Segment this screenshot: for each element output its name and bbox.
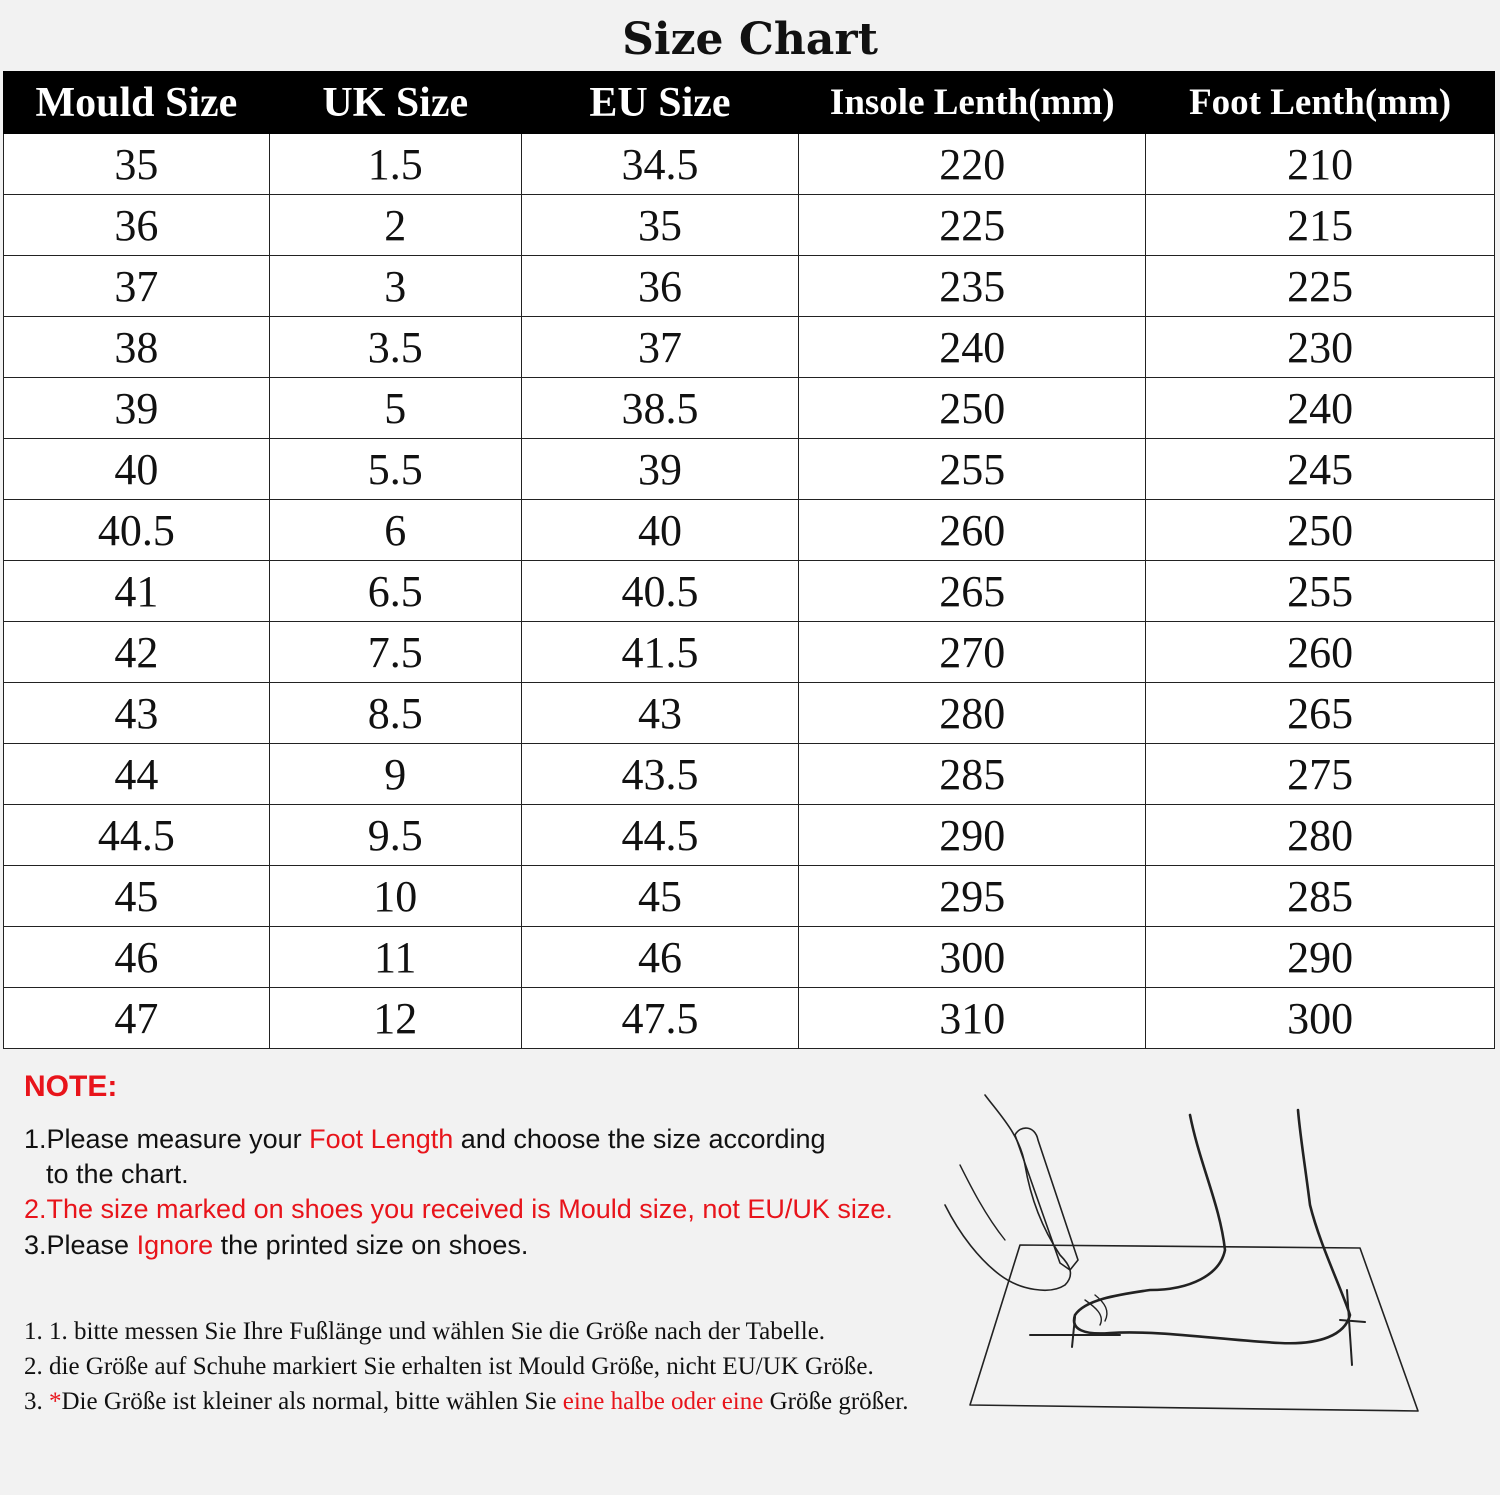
table-cell: 270 (799, 622, 1146, 683)
table-row (4, 500, 1495, 561)
table-row (4, 317, 1495, 378)
german-line-3-number: 3. (24, 1388, 49, 1415)
table-cell: 210 (1146, 134, 1495, 195)
table-cell: 300 (799, 927, 1146, 988)
table-cell: 36 (521, 256, 799, 317)
table-cell: 43.5 (521, 744, 799, 805)
german-line-3-end: Größe größer. (763, 1388, 909, 1415)
half-or-one-highlight: eine halbe oder eine (562, 1388, 764, 1415)
table-cell: 42 (4, 622, 270, 683)
header-eu-size: EU Size (521, 72, 799, 134)
table-cell: 2 (269, 195, 521, 256)
table-cell: 220 (799, 134, 1146, 195)
table-cell: 47 (4, 988, 270, 1049)
table-cell: 44 (4, 744, 270, 805)
table-cell: 37 (521, 317, 799, 378)
table-cell: 45 (4, 866, 270, 927)
table-cell: 6.5 (269, 561, 521, 622)
table-cell: 46 (4, 927, 270, 988)
table-cell: 225 (799, 195, 1146, 256)
table-cell: 43 (521, 683, 799, 744)
german-line-3 (24, 1388, 908, 1416)
table-cell: 280 (799, 683, 1146, 744)
note-line-3-prefix: 3.Please (24, 1230, 137, 1260)
table-cell: 5 (269, 378, 521, 439)
header-insole-length: Insole Lenth(mm) (799, 72, 1146, 134)
table-cell: 47.5 (521, 988, 799, 1049)
table-cell: 36 (4, 195, 270, 256)
table-cell: 5.5 (269, 439, 521, 500)
table-cell: 265 (799, 561, 1146, 622)
table-cell: 40 (521, 500, 799, 561)
table-cell: 255 (1146, 561, 1495, 622)
table-row (4, 805, 1495, 866)
table-row (4, 561, 1495, 622)
table-cell: 3 (269, 256, 521, 317)
table-cell: 46 (521, 927, 799, 988)
table-cell: 295 (799, 866, 1146, 927)
note-line-1-prefix: 1.Please measure your (24, 1124, 310, 1154)
table-cell: 3.5 (269, 317, 521, 378)
table-header-row (4, 72, 1495, 134)
table-cell: 44.5 (4, 805, 270, 866)
note-line-1-continued: to the chart. (46, 1159, 189, 1189)
table-cell: 6 (269, 500, 521, 561)
note-line-3-suffix: the printed size on shoes. (213, 1230, 529, 1260)
table-cell: 250 (799, 378, 1146, 439)
table-cell: 44.5 (521, 805, 799, 866)
table-cell: 280 (1146, 805, 1495, 866)
table-cell: 34.5 (521, 134, 799, 195)
note-heading: NOTE: (24, 1070, 118, 1103)
table-cell: 275 (1146, 744, 1495, 805)
table-cell: 225 (1146, 256, 1495, 317)
table-row (4, 439, 1495, 500)
table-cell: 1.5 (269, 134, 521, 195)
table-cell: 7.5 (269, 622, 521, 683)
table-cell: 40.5 (4, 500, 270, 561)
table-cell: 40 (4, 439, 270, 500)
table-cell: 35 (521, 195, 799, 256)
table-cell: 215 (1146, 195, 1495, 256)
table-cell: 45 (521, 866, 799, 927)
table-cell: 35 (4, 134, 270, 195)
table-row (4, 866, 1495, 927)
table-row (4, 195, 1495, 256)
header-foot-length: Foot Lenth(mm) (1146, 72, 1495, 134)
table-row (4, 927, 1495, 988)
table-cell: 9 (269, 744, 521, 805)
header-uk-size: UK Size (269, 72, 521, 134)
table-cell: 40.5 (521, 561, 799, 622)
table-cell: 38.5 (521, 378, 799, 439)
hand-outline (945, 1095, 1070, 1290)
table-cell: 260 (1146, 622, 1495, 683)
german-line-3-text: Die Größe ist kleiner als normal, bitte wählen Sie (61, 1388, 563, 1415)
table-cell: 240 (1146, 378, 1495, 439)
table-cell: 230 (1146, 317, 1495, 378)
table-cell: 240 (799, 317, 1146, 378)
table-cell: 290 (1146, 927, 1495, 988)
table-row (4, 378, 1495, 439)
table-cell: 300 (1146, 988, 1495, 1049)
table-row (4, 622, 1495, 683)
table-cell: 285 (1146, 866, 1495, 927)
foot-measuring-illustration (900, 1085, 1440, 1425)
note-line-2: 2.The size marked on shoes you received is Mould size, not EU/UK size. (24, 1194, 893, 1224)
table-row (4, 744, 1495, 805)
table-cell: 11 (269, 927, 521, 988)
note-line-3 (24, 1228, 984, 1263)
table-row (4, 256, 1495, 317)
foot-length-highlight: Foot Length (309, 1124, 454, 1154)
table-row (4, 988, 1495, 1049)
pencil-outline (1015, 1128, 1078, 1270)
table-cell: 290 (799, 805, 1146, 866)
note-line-1 (24, 1122, 984, 1157)
table-cell: 38 (4, 317, 270, 378)
table-row (4, 134, 1495, 195)
asterisk: * (49, 1388, 62, 1415)
german-line-2: 2. die Größe auf Schuhe markiert Sie erhalten ist Mould Größe, nicht EU/UK Größe. (24, 1353, 874, 1380)
foot-outline (1074, 1110, 1350, 1343)
german-line-1: 1. 1. bitte messen Sie Ihre Fußlänge und wählen Sie die Größe nach der Tabelle. (24, 1318, 826, 1345)
header-mould-size: Mould Size (4, 72, 270, 134)
table-cell: 12 (269, 988, 521, 1049)
page-title: Size Chart (622, 14, 878, 65)
table-cell: 10 (269, 866, 521, 927)
table-cell: 9.5 (269, 805, 521, 866)
table-cell: 39 (521, 439, 799, 500)
table-cell: 235 (799, 256, 1146, 317)
table-cell: 265 (1146, 683, 1495, 744)
ignore-highlight: Ignore (136, 1230, 214, 1260)
table-cell: 41.5 (521, 622, 799, 683)
table-cell: 41 (4, 561, 270, 622)
table-cell: 250 (1146, 500, 1495, 561)
table-cell: 37 (4, 256, 270, 317)
table-cell: 43 (4, 683, 270, 744)
paper-sheet-outline (970, 1245, 1418, 1411)
table-cell: 8.5 (269, 683, 521, 744)
size-chart-table (3, 71, 1495, 1049)
table-cell: 285 (799, 744, 1146, 805)
table-cell: 245 (1146, 439, 1495, 500)
note-line-1-suffix: and choose the size according (453, 1124, 826, 1154)
table-cell: 260 (799, 500, 1146, 561)
table-cell: 255 (799, 439, 1146, 500)
table-row (4, 683, 1495, 744)
table-cell: 310 (799, 988, 1146, 1049)
table-cell: 39 (4, 378, 270, 439)
